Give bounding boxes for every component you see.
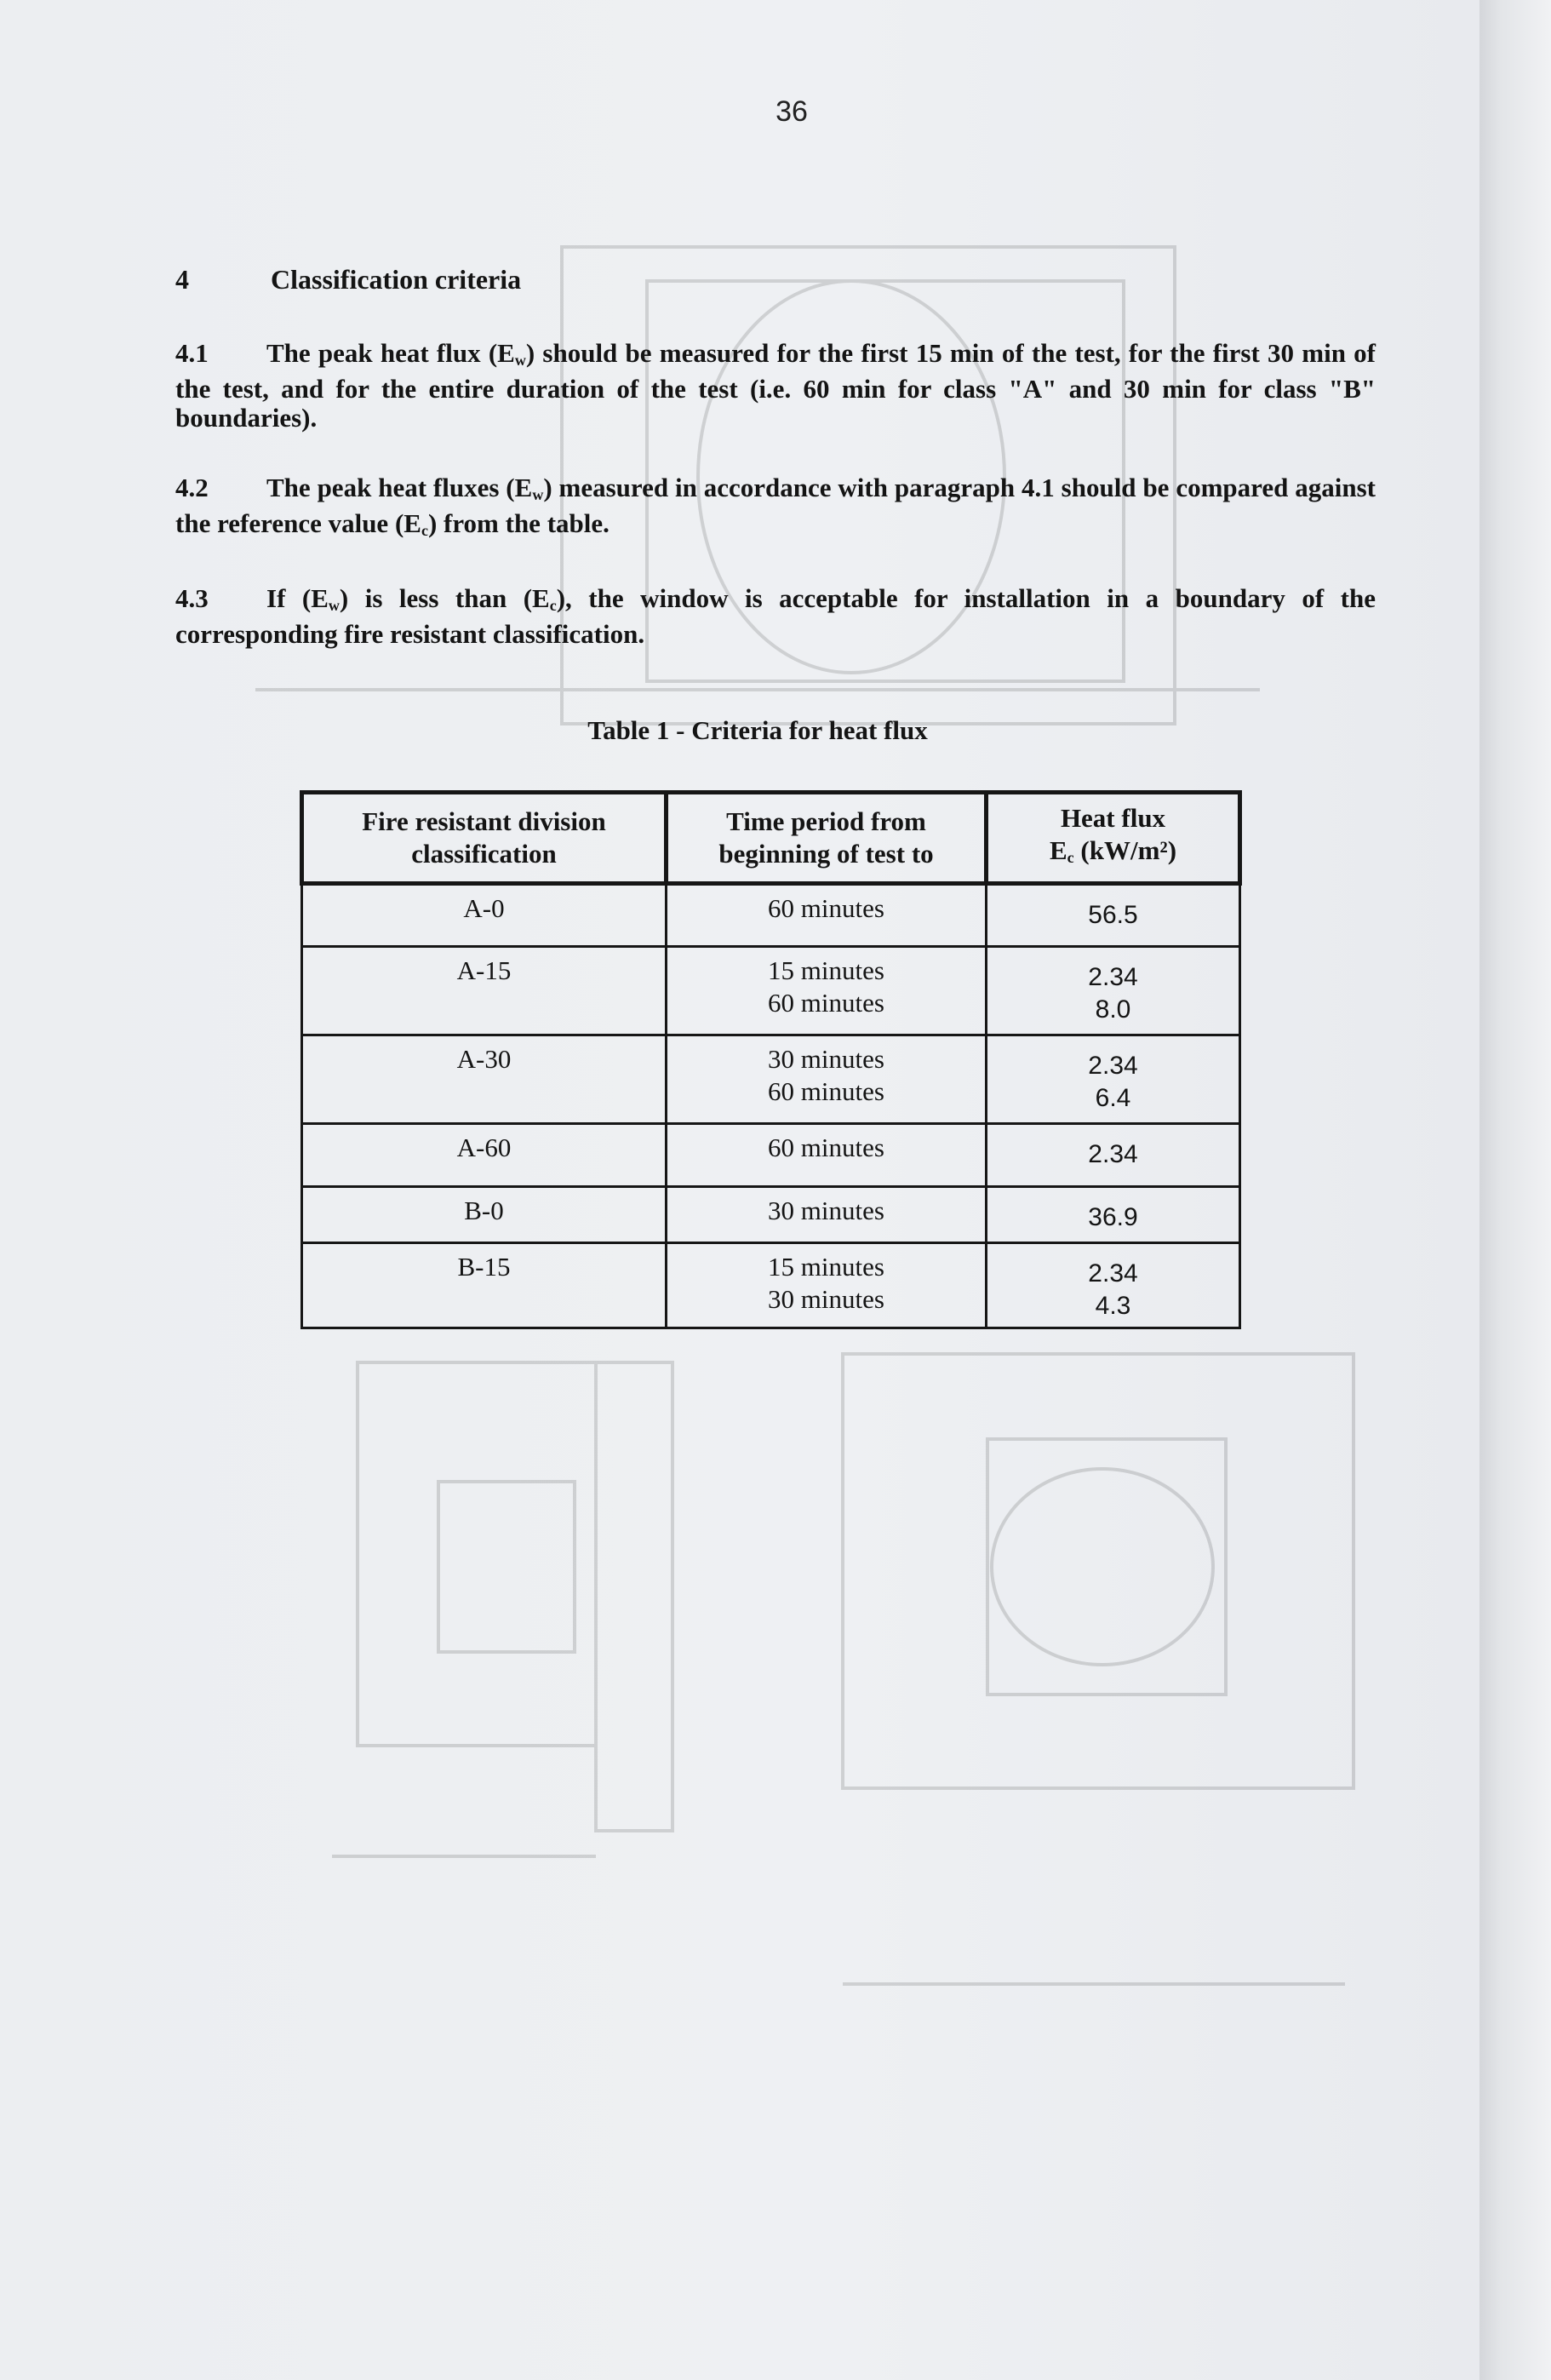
page-edge-shadow	[1479, 0, 1551, 2380]
table-row	[302, 884, 1240, 947]
table-row	[302, 1035, 1240, 1124]
cell-classification: A-15	[302, 947, 667, 1035]
table-header-row	[302, 793, 1240, 884]
cell-time: 15 minutes 30 minutes	[667, 1243, 987, 1328]
header-classification: Fire resistant division classification	[302, 793, 667, 884]
cell-classification: A-30	[302, 1035, 667, 1124]
cell-classification: B-15	[302, 1243, 667, 1328]
cell-heat-flux: 2.34 8.0	[987, 947, 1240, 1035]
cell-time: 60 minutes	[667, 1124, 987, 1187]
cell-heat-flux: 36.9	[987, 1187, 1240, 1243]
cell-classification: B-0	[302, 1187, 667, 1243]
table-row	[302, 1187, 1240, 1243]
cell-heat-flux: 2.34	[987, 1124, 1240, 1187]
cell-classification: A-0	[302, 884, 667, 947]
cell-time: 60 minutes	[667, 884, 987, 947]
cell-time: 30 minutes 60 minutes	[667, 1035, 987, 1124]
cell-heat-flux: 2.34 4.3	[987, 1243, 1240, 1328]
header-time-period: Time period from beginning of test to	[667, 793, 987, 884]
cell-time: 30 minutes	[667, 1187, 987, 1243]
table-row	[302, 1124, 1240, 1187]
cell-heat-flux: 56.5	[987, 884, 1240, 947]
cell-heat-flux: 2.34 6.4	[987, 1035, 1240, 1124]
paragraph-4-2: 4.2 The peak heat fluxes $(E_w)$ measured in accordance with paragraph 4.1 should be compared against the reference value $(E_c)$ from the table.	[175, 473, 1376, 539]
page-number: 36	[776, 95, 808, 128]
table-caption: Table 1 - Criteria for heat flux	[587, 715, 928, 745]
paragraph-4-3: 4.3 If $(E_w)$ is less than $(E_c)$, the window is acceptable for installation in a boundary of the corresponding fire resistant classification.	[175, 583, 1376, 649]
section-heading	[175, 264, 521, 295]
cell-classification: A-60	[302, 1124, 667, 1187]
heat-flux-criteria-table	[300, 790, 1242, 1329]
table-row	[302, 1243, 1240, 1328]
header-heat-flux: Heat flux $E_c$ (kW/m²)	[987, 793, 1240, 884]
cell-time: 15 minutes 60 minutes	[667, 947, 987, 1035]
table-row	[302, 947, 1240, 1035]
section-title: Classification criteria	[271, 264, 522, 295]
paragraph-4-1: 4.1 The peak heat flux $(E_w)$ should be measured for the first 15 min of the test, for the first 30 min of the test, and for the entire duration of the test (i.e. 60 min for class "A" and 30 min for class "B" boundaries).	[175, 338, 1376, 433]
section-number: 4	[175, 264, 189, 295]
